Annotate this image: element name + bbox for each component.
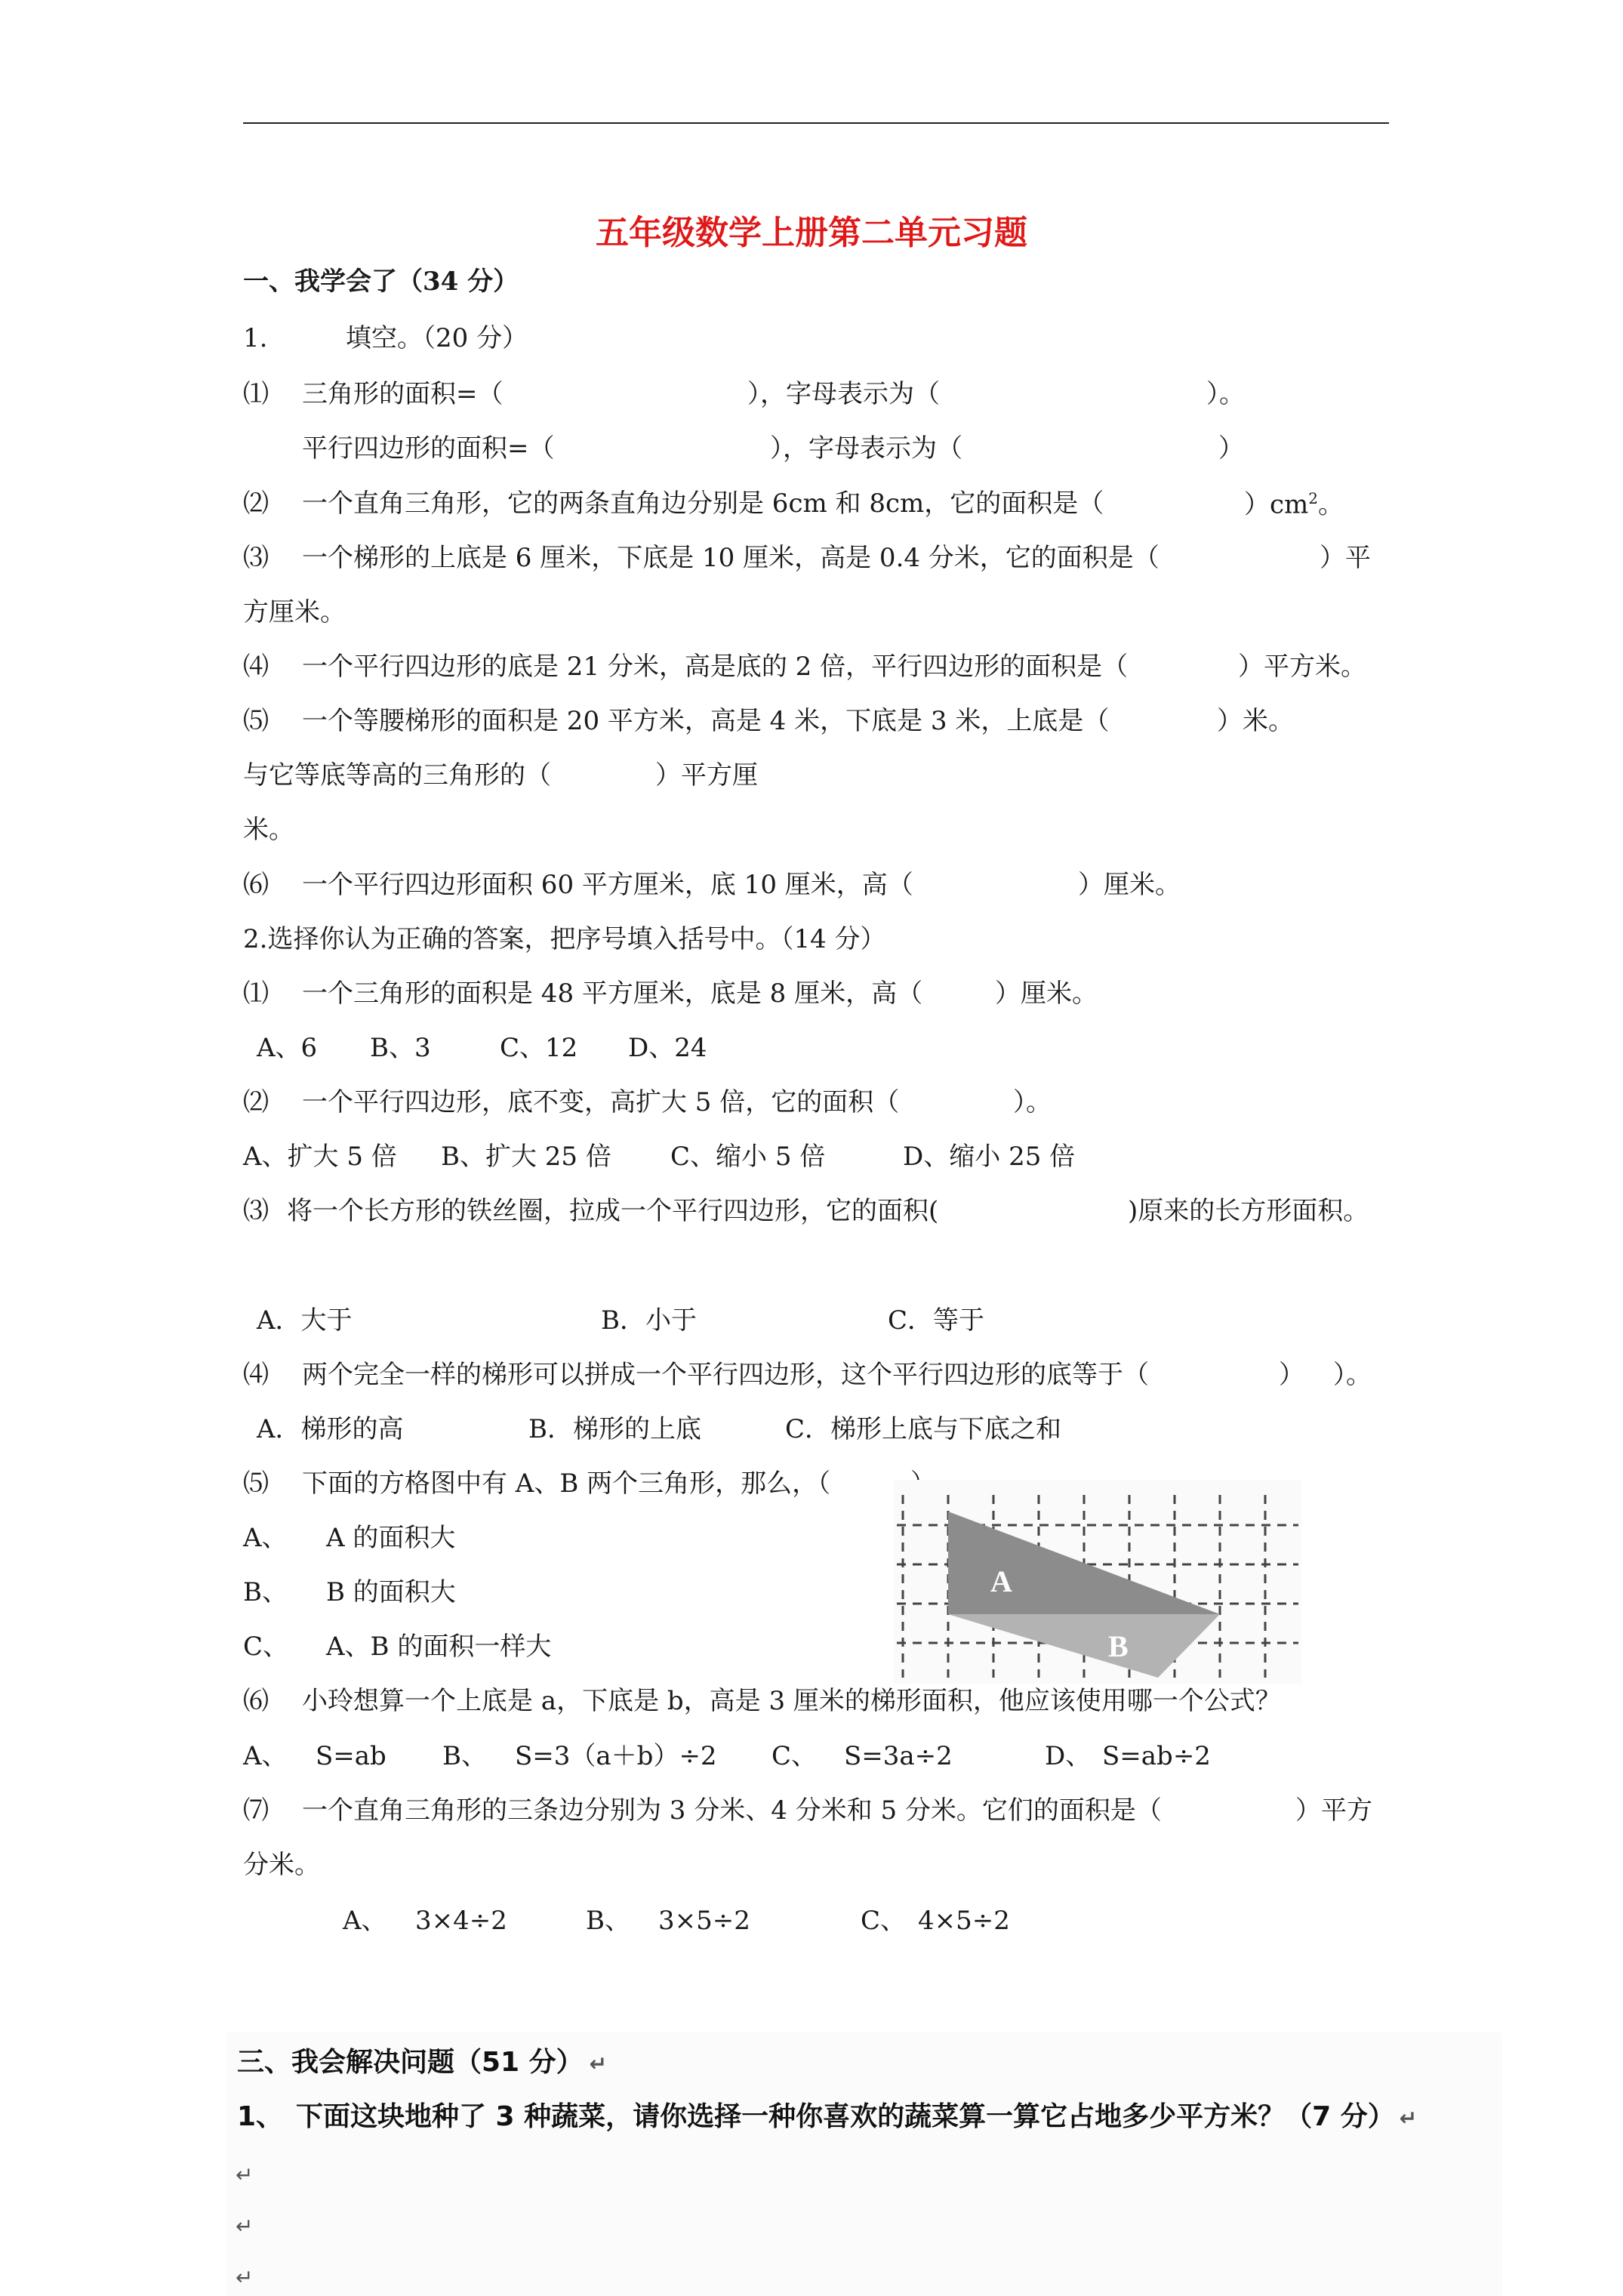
q1-1-line2-b: ），字母表示为（: [770, 433, 962, 464]
return-mark-icon: ↵: [236, 2214, 254, 2239]
q1-6-unit: ）厘米。: [1078, 870, 1181, 900]
q1-5-unit: ）米。: [1217, 706, 1294, 736]
q1-4-number: ⑷: [243, 652, 269, 682]
q2-7-text: 一个直角三角形的三条边分别为 3 分米、4 分米和 5 分米。它们的面积是（: [302, 1795, 1162, 1826]
q1-5-line3: 米。: [243, 815, 294, 845]
q2-1-unit: ）厘米。: [995, 978, 1098, 1009]
q2-7-unit: ）平方: [1295, 1795, 1372, 1826]
q2-5-option-c-letter: C、: [243, 1632, 289, 1662]
q2-4-paren: ）: [1279, 1360, 1304, 1390]
q2-6-text: 小玲想算一个上底是 a，下底是 b，高是 3 厘米的梯形面积，他应该使用哪一个公式？: [302, 1686, 1281, 1716]
q2-7-option-c-letter: C、: [861, 1906, 907, 1936]
q1-3-text: 一个梯形的上底是 6 厘米，下底是 10 厘米，高是 0.4 分米，它的面积是（: [302, 543, 1160, 573]
q2-3-text: 将一个长方形的铁丝圈，拉成一个平行四边形，它的面积(: [287, 1196, 939, 1226]
q1-1-text-c: ）。: [1206, 379, 1245, 409]
section-3-heading: 三、我会解决问题（51 分） ↵: [237, 2047, 608, 2078]
q2-1-number: ⑴: [243, 978, 269, 1009]
q1-6-number: ⑹: [243, 870, 269, 900]
q2-4-option-b: B．梯形的上底: [528, 1414, 701, 1444]
q2-5-text: 下面的方格图中有 A、B 两个三角形，那么，（: [302, 1469, 831, 1499]
q1-1-number: ⑴: [243, 379, 269, 409]
q2-6-option-a: S=ab: [316, 1741, 387, 1771]
q2-2-option-b: B、扩大 25 倍: [441, 1142, 611, 1172]
q2-7-option-c: 4×5÷2: [918, 1906, 1010, 1936]
q2-2-end: ）。: [1013, 1087, 1052, 1117]
triangle-b-label: B: [1108, 1629, 1129, 1663]
q1-5-line2-unit: ）平方厘: [655, 760, 758, 791]
q2-7-number: ⑺: [243, 1795, 269, 1826]
q1-1-text-a: 三角形的面积=（: [302, 379, 504, 409]
q1-6-text: 一个平行四边形面积 60 平方厘米，底 10 厘米，高（: [302, 870, 913, 900]
q1-2-text: 一个直角三角形，它的两条直角边分别是 6cm 和 8cm，它的面积是（: [302, 488, 1104, 519]
q2-3-option-a: A．大于: [257, 1305, 353, 1336]
q2-7-option-b-letter: B、: [586, 1906, 630, 1936]
q1-heading: 填空。（20 分）: [346, 323, 528, 353]
q1-1-line2-a: 平行四边形的面积=（: [302, 433, 555, 464]
q1-5-line2: 与它等底等高的三角形的（: [243, 760, 551, 791]
q2-2-option-a: A、扩大 5 倍: [243, 1142, 397, 1172]
section-3-q1-number: 1、: [237, 2101, 284, 2132]
q2-5-option-b-letter: B、: [243, 1577, 288, 1607]
q1-2-unit: ）$cm^2$。: [1244, 489, 1344, 520]
section-3-q1-text: 下面这块地种了 3 种蔬菜，请你选择一种你喜欢的蔬菜算一算它占地多少平方米？（7 分） ↵: [296, 2101, 1418, 2132]
q2-6-option-b-letter: B、: [442, 1741, 487, 1771]
q2-5-number: ⑸: [243, 1469, 269, 1499]
q1-1-text-b: ），字母表示为（: [747, 379, 940, 409]
q1-number: 1.: [243, 323, 268, 353]
q2-1-option-a: A、6: [257, 1033, 318, 1063]
q2-2-option-d: D、缩小 25 倍: [903, 1142, 1076, 1172]
q1-3-line2: 方厘米。: [243, 597, 346, 627]
return-mark-icon: ↵: [589, 2051, 608, 2076]
q1-4-unit: ）平方米。: [1238, 652, 1366, 682]
q1-5-text: 一个等腰梯形的面积是 20 平方米，高是 4 米，下底是 3 米，上底是（: [302, 706, 1110, 736]
return-mark-icon: ↵: [1399, 2106, 1418, 2131]
q2-6-option-d-letter: D、: [1045, 1741, 1092, 1771]
q1-2-number: ⑵: [243, 488, 269, 519]
q2-3-option-b: B．小于: [601, 1305, 697, 1336]
q2-5-option-a: A 的面积大: [326, 1523, 456, 1553]
q2-1-text: 一个三角形的面积是 48 平方厘米，底是 8 厘米，高（: [302, 978, 923, 1009]
q2-3-option-c: C．等于: [888, 1305, 985, 1336]
grid-triangles-figure: [894, 1480, 1301, 1684]
page-title: 五年级数学上册第二单元习题: [596, 214, 1027, 252]
q2-7-option-a-letter: A、: [343, 1906, 387, 1936]
q2-6-option-c: S=3a÷2: [844, 1741, 953, 1771]
q2-4-option-a: A．梯形的高: [257, 1414, 404, 1444]
q2-6-option-a-letter: A、: [243, 1741, 288, 1771]
q1-4-text: 一个平行四边形的底是 21 分米，高是底的 2 倍，平行四边形的面积是（: [302, 652, 1129, 682]
q1-3-unit: ）平: [1320, 543, 1371, 573]
q2-2-text: 一个平行四边形，底不变，高扩大 5 倍，它的面积（: [302, 1087, 900, 1117]
q2-7-option-b: 3×5÷2: [658, 1906, 750, 1936]
q2-6-option-d: S=ab÷2: [1102, 1741, 1211, 1771]
q2-6-number: ⑹: [243, 1686, 269, 1716]
q1-3-number: ⑶: [243, 543, 269, 573]
q2-heading: 2.选择你认为正确的答案，把序号填入括号中。（14 分）: [243, 924, 886, 954]
q2-6-option-b: S=3（a＋b）÷2: [515, 1741, 717, 1771]
q2-7-line2: 分米。: [243, 1850, 320, 1880]
q2-5-option-c: A、B 的面积一样大: [326, 1632, 552, 1662]
section-3-pasted-region: [226, 2032, 1502, 2296]
return-mark-icon: ↵: [236, 2265, 254, 2290]
q2-3-number: ⑶: [243, 1196, 269, 1226]
q2-6-option-c-letter: C、: [771, 1741, 818, 1771]
q2-4-number: ⑷: [243, 1360, 269, 1390]
q1-1-line2-c: ）: [1218, 433, 1244, 464]
return-mark-icon: ↵: [236, 2162, 254, 2187]
q2-7-option-a: 3×4÷2: [415, 1906, 507, 1936]
triangle-a-label: A: [990, 1564, 1012, 1598]
q2-3-end: )原来的长方形面积。: [1128, 1196, 1369, 1226]
q2-5-option-b: B 的面积大: [326, 1577, 456, 1607]
q2-4-option-c: C．梯形上底与下底之和: [785, 1414, 1062, 1444]
q2-4-text: 两个完全一样的梯形可以拼成一个平行四边形，这个平行四边形的底等于（: [302, 1360, 1149, 1390]
q2-2-number: ⑵: [243, 1087, 269, 1117]
q2-4-end: ）。: [1333, 1360, 1372, 1390]
q2-1-option-c: C、12: [500, 1033, 578, 1063]
q1-5-number: ⑸: [243, 706, 269, 736]
q2-1-option-d: D、24: [628, 1033, 707, 1063]
section-1-heading: 一、我学会了（34 分）: [243, 267, 519, 297]
header-rule: [243, 122, 1389, 124]
q2-5-option-a-letter: A、: [243, 1523, 288, 1553]
q2-1-option-b: B、3: [370, 1033, 431, 1063]
q2-2-option-c: C、缩小 5 倍: [670, 1142, 826, 1172]
